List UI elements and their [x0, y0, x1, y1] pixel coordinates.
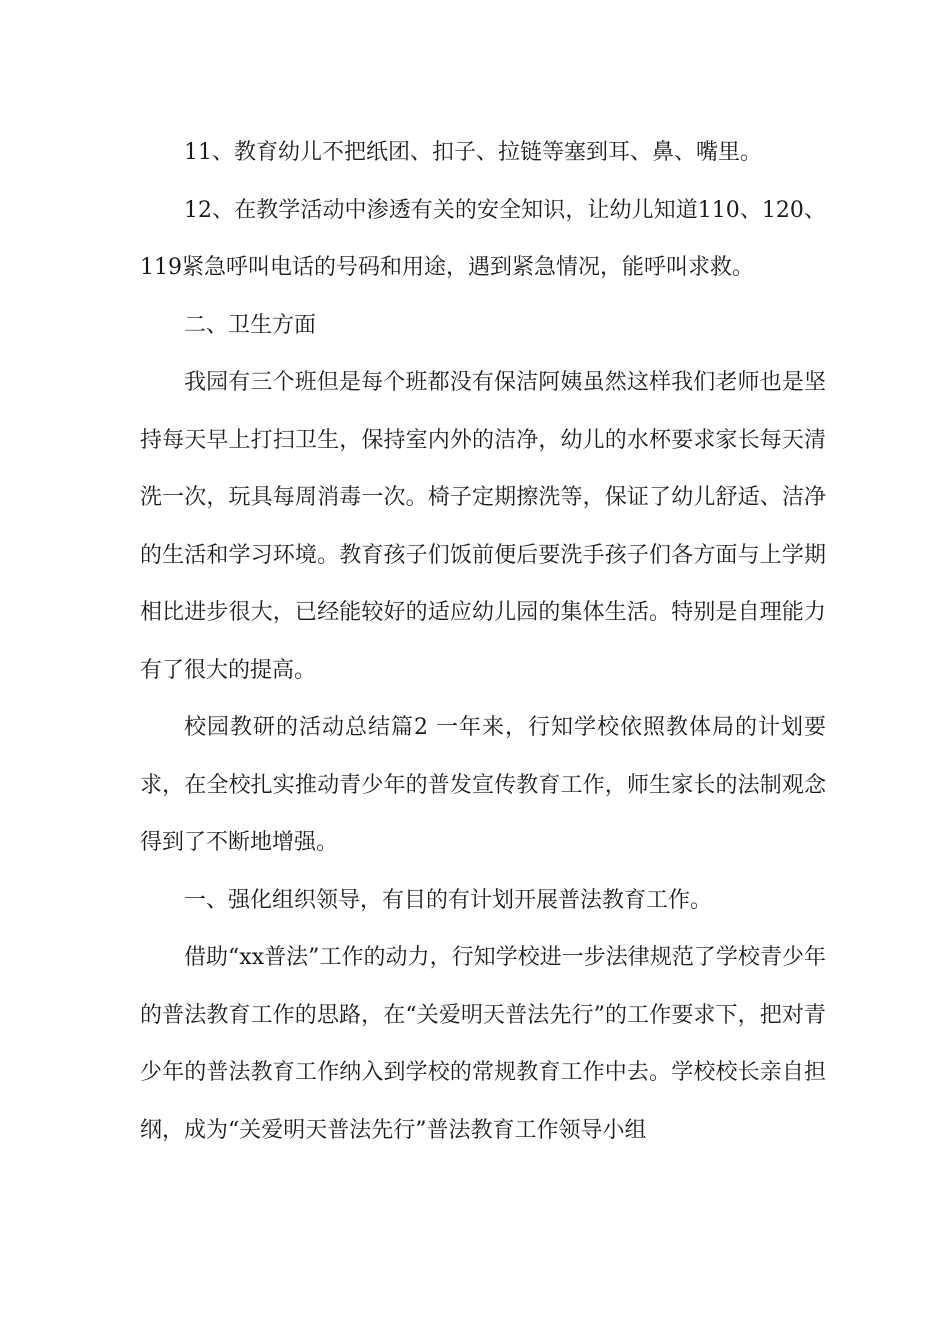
- paragraph-safety-item-11: 11、教育幼儿不把纸团、扣子、拉链等塞到耳、鼻、嘴里。: [184, 140, 762, 165]
- paragraph-summary-2-intro: 校园教研的活动总结篇2 一年来，行知学校依照教体局的计划要求，在全校扎实推动青少年的普发宣传教育工作，师生家长的法制观念得到了不断地增强。: [140, 715, 826, 855]
- document-body: [140, 124, 826, 1159]
- section-heading-hygiene: 二、卫生方面: [184, 312, 317, 338]
- section-heading-organization: 一、强化组织领导，有目的有计划开展普法教育工作。: [184, 887, 713, 913]
- paragraph-safety-item-12: 12、在教学活动中渗透有关的安全知识，让幼儿知道110、120、119紧急呼叫电话的号码和用途，遇到紧急情况，能呼叫求救。: [140, 197, 826, 280]
- paragraph-hygiene: 我园有三个班但是每个班都没有保洁阿姨虽然这样我们老师也是坚持每天早上打扫卫生，保持室内外的洁净，幼儿的水杯要求家长每天清洗一次，玩具每周消毒一次。椅子定期擦洗等，保证了幼儿舒适、洁净的生活和学习环境。教育孩子们饭前便后要洗手孩子们各方面与上学期相比进步很大，已经能较好的适应幼儿园的集体生活。特别是自理能力有了很大的提高。: [140, 370, 826, 683]
- paragraph-law-education: 借助“xx普法”工作的动力，行知学校进一步法律规范了学校青少年的普法教育工作的思路，在“关爱明天普法先行”的工作要求下，把对青少年的普法教育工作纳入到学校的常规教育工作中去。学校校长亲自担纲，成为“关爱明天普法先行”普法教育工作领导小组: [140, 945, 826, 1143]
